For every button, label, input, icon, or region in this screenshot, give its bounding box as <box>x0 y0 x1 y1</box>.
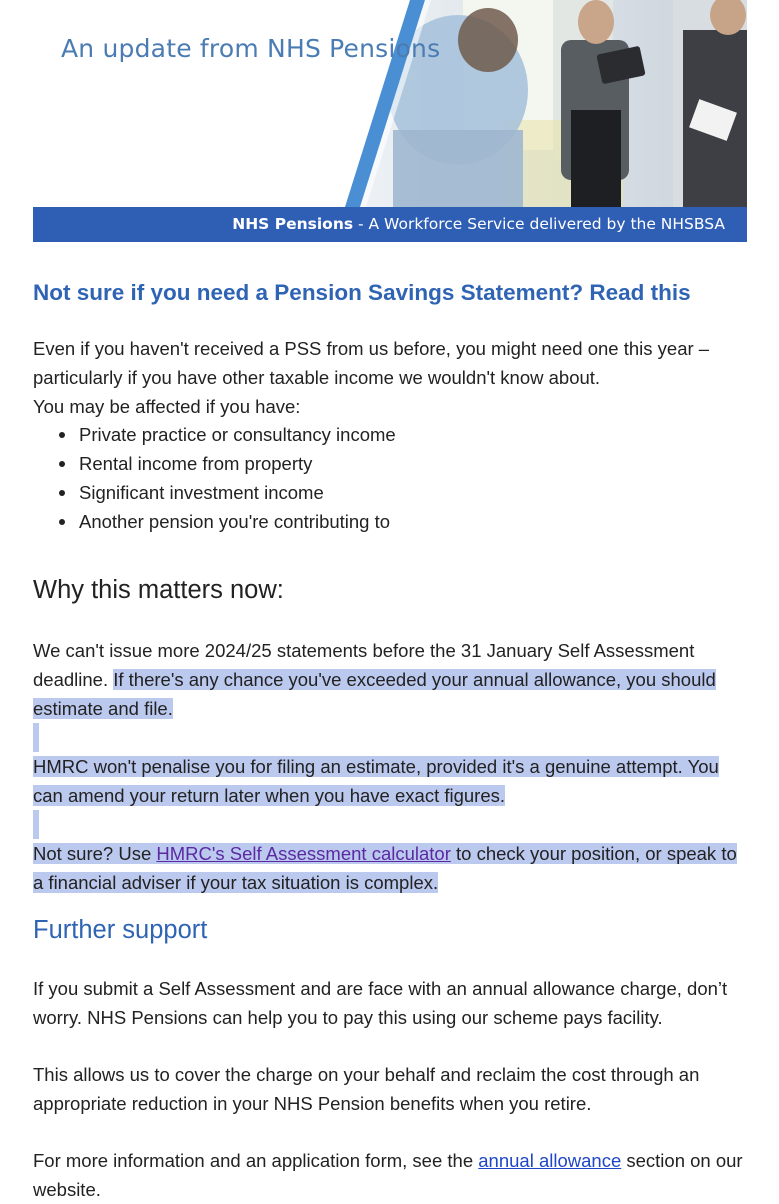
further-text: appropriate reduction in your NHS Pension benefits when you retire. <box>33 1093 592 1114</box>
list-item: Private practice or consultancy income <box>33 420 396 449</box>
banner-photo <box>33 0 747 207</box>
calculator-prefix: Not sure? Use <box>33 843 157 864</box>
highlight-blank-line <box>33 723 39 752</box>
why-text: deadline. <box>33 669 114 690</box>
further-text: section on our <box>621 1150 743 1171</box>
further-text: If you submit a Self Assessment and are face with an annual allowance charge, don’t <box>33 978 728 999</box>
banner-service-bar <box>33 207 747 242</box>
intro-line: particularly if you have other taxable income we wouldn't know about. <box>33 367 601 388</box>
highlighted-text[interactable]: HMRC won't penalise you for filing an estimate, provided it's a genuine attempt. You <box>33 756 719 777</box>
further-paragraph-3 <box>33 1146 743 1204</box>
affected-list <box>33 420 396 536</box>
why-paragraph-3 <box>33 839 737 897</box>
highlighted-text[interactable]: estimate and file. <box>33 698 173 719</box>
highlighted-text[interactable]: If there's any chance you've exceeded your annual allowance, you should <box>113 669 716 690</box>
further-paragraph-1 <box>33 974 727 1032</box>
highlighted-text[interactable]: can amend your return later when you have exact figures. <box>33 785 506 806</box>
list-item: Significant investment income <box>33 478 396 507</box>
list-item: Rental income from property <box>33 449 396 478</box>
intro-paragraph <box>33 334 709 421</box>
header-banner <box>33 0 747 242</box>
further-text: For more information and an application form, see the <box>33 1150 479 1171</box>
main-heading: Not sure if you need a Pension Savings Statement? Read this <box>33 280 691 305</box>
banner-service-text <box>232 215 725 233</box>
highlight-blank-line <box>33 810 39 839</box>
banner-service-tagline: - A Workforce Service delivered by the NHSBSA <box>353 215 725 233</box>
intro-line: You may be affected if you have: <box>33 396 301 417</box>
calculator-suffix: to check your position, or speak to <box>450 843 737 864</box>
annual-allowance-link[interactable]: annual allowance <box>478 1150 622 1171</box>
banner-service-name: NHS Pensions <box>232 215 354 233</box>
why-heading: Why this matters now: <box>33 576 284 604</box>
highlighted-text[interactable] <box>33 843 737 864</box>
further-text: worry. NHS Pensions can help you to pay this using our scheme pays facility. <box>33 1007 663 1028</box>
further-paragraph-2 <box>33 1060 699 1118</box>
further-text: website. <box>33 1179 101 1200</box>
highlighted-text[interactable]: a financial adviser if your tax situation is complex. <box>33 872 439 893</box>
intro-line: Even if you haven't received a PSS from us before, you might need one this year – <box>33 338 710 359</box>
why-paragraph-1 <box>33 636 716 723</box>
hmrc-calculator-link[interactable]: HMRC's Self Assessment calculator <box>156 843 451 864</box>
banner-photo-illustration <box>33 0 747 207</box>
list-item: Another pension you're contributing to <box>33 507 396 536</box>
further-text: This allows us to cover the charge on your behalf and reclaim the cost through an <box>33 1064 700 1085</box>
why-paragraph-2 <box>33 752 719 810</box>
banner-title: An update from NHS Pensions <box>61 34 441 63</box>
why-text: We can't issue more 2024/25 statements before the 31 January Self Assessment <box>33 640 695 661</box>
further-support-heading: Further support <box>33 916 208 944</box>
